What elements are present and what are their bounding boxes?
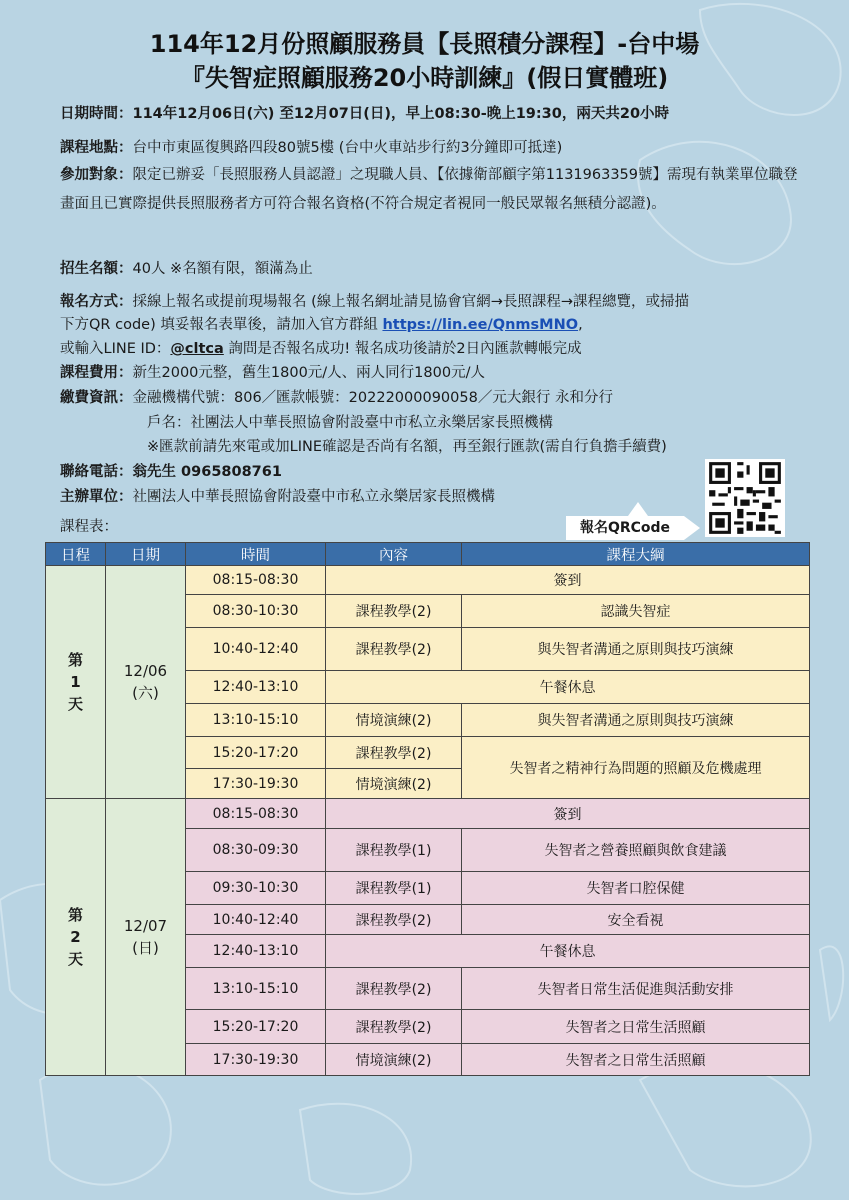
day-1-date: 12/06 (六): [106, 566, 186, 799]
outline-cell: 失智者之營養照顧與飲食建議: [462, 829, 810, 872]
header-outline: 課程大綱: [462, 543, 810, 566]
outline-cell: 與失智者溝通之原則與技巧演練: [462, 704, 810, 737]
content-cell: 課程教學(2): [326, 595, 462, 628]
host-info: [60, 485, 805, 506]
content-cell: 課程教學(1): [326, 829, 462, 872]
signup-text-2: 下方QR code) 填妥報名表單後，請加入官方群組: [60, 317, 383, 333]
time-cell: 12:40-13:10: [186, 671, 326, 704]
time-cell: 15:20-17:20: [186, 1010, 326, 1044]
time-cell: 08:30-10:30: [186, 595, 326, 628]
content-cell: 情境演練(2): [326, 704, 462, 737]
outline-cell: 失智者之精神行為問題的照顧及危機處理: [462, 737, 810, 799]
outline-cell: 失智者之日常生活照顧: [462, 1010, 810, 1044]
signup-line-2: [60, 313, 805, 334]
fee-label: 課程費用：: [60, 365, 133, 381]
time-cell: 13:10-15:10: [186, 968, 326, 1010]
date-value: 114年12月06日(六) 至12月07日(日)，早上08:30-晚上19:30，兩天共20小時: [132, 106, 670, 122]
signup-text-1: 採線上報名或提前現場報名 (線上報名網址請見協會官網→長照課程→課程總覽，或掃描: [132, 294, 690, 310]
line-group-link[interactable]: https://lin.ee/QnmsMNO: [382, 317, 579, 333]
outline-cell: 簽到: [326, 799, 810, 829]
outline-cell: 失智者口腔保健: [462, 872, 810, 905]
time-cell: 13:10-15:10: [186, 704, 326, 737]
quota-label: 招生名額：: [60, 261, 133, 277]
date-info: [60, 102, 805, 123]
target-value: 限定已辦妥「長照服務人員認證」之現職人員、【依據衛部顧字第1131963359號】需現有執業單位職登畫面且已實際提供長照服務者方可符合報名資格(不符合規定者視同一般民眾報名無積分認證)。: [60, 167, 798, 212]
qr-label: 報名QRCode: [566, 516, 684, 540]
phone-value: 翁先生 0965808761: [132, 464, 282, 480]
header-time: 時間: [186, 543, 326, 566]
signup-line-3: [60, 337, 805, 358]
location-value: 台中市東區復興路四段80號5樓 (台中火車站步行約3分鐘即可抵達): [132, 140, 563, 156]
time-cell: 15:20-17:20: [186, 737, 326, 769]
page-title-line-1: 114年12月份照顧服務員【長照積分課程】-台中場: [149, 30, 700, 58]
outline-cell: 簽到: [326, 566, 810, 595]
content-cell: 課程教學(1): [326, 872, 462, 905]
time-cell: 10:40-12:40: [186, 905, 326, 935]
content-cell: 情境演練(2): [326, 769, 462, 799]
day-2-label: 第 2 天: [46, 799, 106, 1076]
target-info: [60, 161, 805, 219]
quota-info: [60, 257, 805, 278]
payment-info: [60, 386, 805, 407]
location-info: [60, 136, 805, 157]
outline-cell: 午餐休息: [326, 671, 810, 704]
table-row: [46, 566, 810, 595]
time-cell: 17:30-19:30: [186, 1044, 326, 1076]
content-cell: 課程教學(2): [326, 628, 462, 671]
payment-notice: ※匯款前請先來電或加LINE確認是否尚有名額，再至銀行匯款(需自行負擔手續費): [147, 439, 667, 455]
payment-label: 繳費資訊：: [60, 390, 133, 406]
outline-cell: 午餐休息: [326, 935, 810, 968]
phone-label: 聯絡電話：: [60, 464, 133, 480]
date-label: 日期時間：: [60, 106, 133, 122]
time-cell: 09:30-10:30: [186, 872, 326, 905]
outline-cell: 失智者之日常生活照顧: [462, 1044, 810, 1076]
fee-info: [60, 361, 805, 382]
content-cell: 課程教學(2): [326, 968, 462, 1010]
header-day: 日程: [46, 543, 106, 566]
fee-value: 新生2000元整，舊生1800元/人、兩人同行1800元/人: [132, 365, 485, 381]
schedule-label: 課程表：: [60, 519, 118, 535]
outline-cell: 安全看視: [462, 905, 810, 935]
phone-info: [60, 460, 805, 481]
signup-line-1: [60, 290, 805, 311]
header-date: 日期: [106, 543, 186, 566]
table-row: [46, 799, 810, 829]
host-label: 主辦單位：: [60, 489, 133, 505]
location-label: 課程地點：: [60, 140, 133, 156]
outline-cell: 失智者日常生活促進與活動安排: [462, 968, 810, 1010]
signup-text-2-end: ,: [578, 317, 583, 333]
time-cell: 10:40-12:40: [186, 628, 326, 671]
time-cell: 08:30-09:30: [186, 829, 326, 872]
payment-line-1: 金融機構代號：806／匯款帳號：20222000090058／元大銀行 永和分行: [132, 390, 613, 406]
content-cell: 課程教學(2): [326, 737, 462, 769]
content-cell: 情境演練(2): [326, 1044, 462, 1076]
qr-code-icon[interactable]: [705, 459, 785, 537]
table-header-row: [46, 543, 810, 566]
page-title-line-2: 『失智症照顧服務20小時訓練』(假日實體班): [180, 64, 669, 92]
host-value: 社團法人中華長照協會附設臺中市私立永樂居家長照機構: [132, 489, 495, 505]
time-cell: 17:30-19:30: [186, 769, 326, 799]
signup-text-3-end: 詢問是否報名成功! 報名成功後請於2日內匯款轉帳完成: [223, 341, 582, 357]
content-cell: 課程教學(2): [326, 1010, 462, 1044]
payment-account-name: 戶名：社團法人中華長照協會附設臺中市私立永樂居家長照機構: [147, 415, 553, 431]
target-label: 參加對象：: [60, 167, 133, 183]
signup-text-3: 或輸入LINE ID：: [60, 341, 171, 357]
line-id: @cltca: [170, 341, 224, 357]
time-cell: 08:15-08:30: [186, 566, 326, 595]
content-cell: 課程教學(2): [326, 905, 462, 935]
schedule-table: [45, 542, 810, 1076]
day-1-label: 第 1 天: [46, 566, 106, 799]
outline-cell: 與失智者溝通之原則與技巧演練: [462, 628, 810, 671]
time-cell: 08:15-08:30: [186, 799, 326, 829]
header-content: 內容: [326, 543, 462, 566]
time-cell: 12:40-13:10: [186, 935, 326, 968]
day-2-date: 12/07 (日): [106, 799, 186, 1076]
outline-cell: 認識失智症: [462, 595, 810, 628]
quota-value: 40人 ※名額有限，額滿為止: [132, 261, 313, 277]
signup-label: 報名方式：: [60, 294, 133, 310]
